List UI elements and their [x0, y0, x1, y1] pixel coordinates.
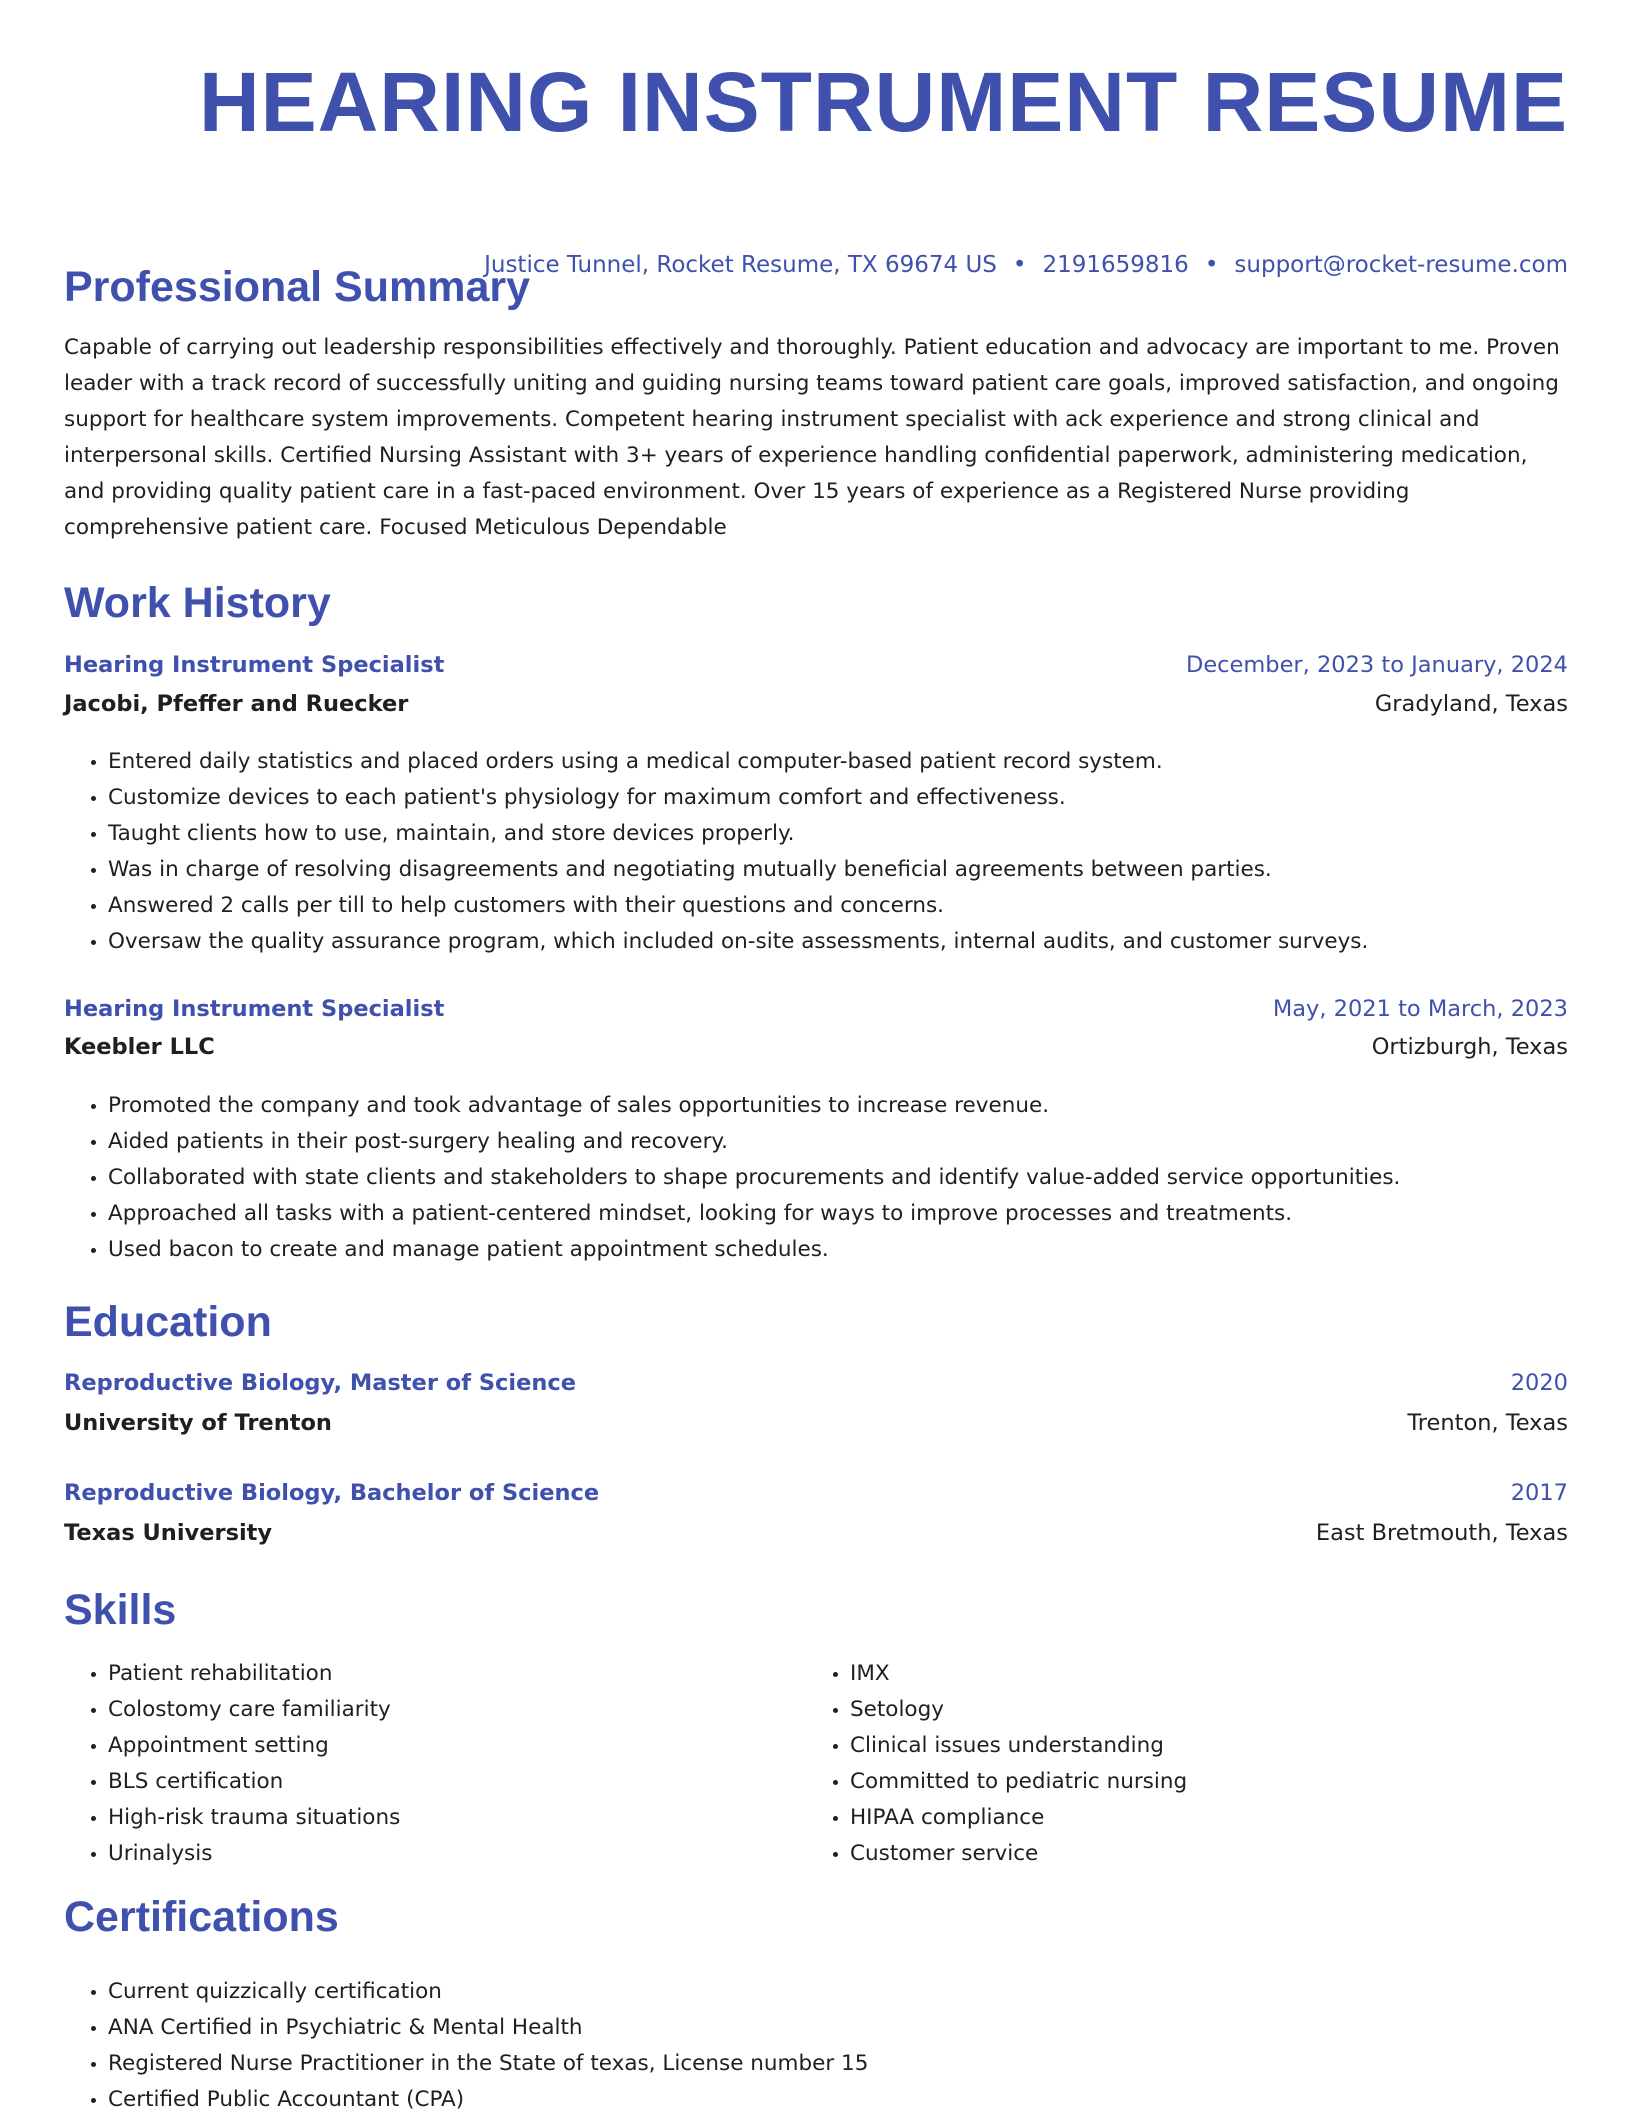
job-header — [64, 996, 1568, 1022]
job-company: Keebler LLC — [64, 1034, 215, 1060]
resume-title: HEARING INSTRUMENT RESUME — [198, 55, 1568, 149]
education-year: 2017 — [1510, 1480, 1568, 1506]
list-item: • Collaborated with state clients and stakeholders to shape procurements and identify value-added service opportunities. — [108, 1160, 1400, 1196]
section-heading-work: Work History — [64, 579, 331, 627]
list-item: • Setology — [850, 1692, 1187, 1728]
education-subheader — [64, 1520, 1568, 1546]
contact-address: Justice Tunnel, Rocket Resume, TX 69674 US — [484, 252, 997, 278]
education-header — [64, 1370, 1568, 1396]
education-subheader — [64, 1410, 1568, 1436]
education-degree: Reproductive Biology, Bachelor of Science — [64, 1480, 600, 1506]
job-dates: May, 2021 to March, 2023 — [1272, 996, 1568, 1022]
job-location: Ortizburgh, Texas — [1371, 1034, 1568, 1060]
job-subheader — [64, 1034, 1568, 1060]
job-location: Gradyland, Texas — [1374, 691, 1568, 717]
education-degree: Reproductive Biology, Master of Science — [64, 1370, 576, 1396]
education-school: Texas University — [64, 1520, 273, 1546]
list-item: • Customer service — [850, 1836, 1187, 1872]
list-item: • Clinical issues understanding — [850, 1728, 1187, 1764]
education-header — [64, 1480, 1568, 1506]
list-item: • Answered 2 calls per till to help customers with their questions and concerns. — [108, 888, 1368, 924]
list-item: • IMX — [850, 1656, 1187, 1692]
skills-list-left — [64, 1656, 400, 1872]
contact-line — [484, 252, 1568, 278]
section-heading-certifications: Certifications — [64, 1893, 339, 1941]
section-heading-summary: Professional Summary — [64, 263, 531, 311]
summary-text: Capable of carrying out leadership responsibilities effectively and thoroughly. Patient education and advocacy are important to me. Proven leader with a track record of successfully uniting and guiding nursing teams toward patient care goals, improved satisfaction, and ongoing support for healthcare system improvements. Competent hearing instrument specialist with ack experience and strong clinical and interpersonal skills. Certified Nursing Assistant with 3+ years of experience handling confidential paperwork, administering medication, and providing quality patient care in a fast-paced environment. Over 15 years of experience as a Registered Nurse providing comprehensive patient care. Focused Meticulous Dependable — [64, 335, 1560, 540]
list-item: • Entered daily statistics and placed orders using a medical computer-based patient record system. — [108, 744, 1368, 780]
job-header — [64, 652, 1568, 678]
list-item: • Promoted the company and took advantage of sales opportunities to increase revenue. — [108, 1088, 1400, 1124]
list-item: • Customize devices to each patient's physiology for maximum comfort and effectiveness. — [108, 780, 1368, 816]
education-location: East Bretmouth, Texas — [1315, 1520, 1568, 1546]
list-item: • Oversaw the quality assurance program, which included on-site assessments, internal audits, and customer surveys. — [108, 924, 1368, 960]
list-item: • Patient rehabilitation — [108, 1656, 400, 1692]
list-item: • Committed to pediatric nursing — [850, 1764, 1187, 1800]
job-subheader — [64, 691, 1568, 717]
list-item: • Used bacon to create and manage patient appointment schedules. — [108, 1232, 1400, 1268]
skills-list-right — [806, 1656, 1187, 1872]
contact-email: support@rocket-resume.com — [1234, 252, 1568, 278]
list-item: • Certified Public Accountant (CPA) — [108, 2082, 868, 2118]
job-company: Jacobi, Pfeffer and Ruecker — [64, 691, 409, 717]
list-item: • Aided patients in their post-surgery healing and recovery. — [108, 1124, 1400, 1160]
list-item: • Taught clients how to use, maintain, and store devices properly. — [108, 816, 1368, 852]
contact-phone: 2191659816 — [1042, 252, 1189, 278]
list-item: • ANA Certified in Psychiatric & Mental Health — [108, 2010, 868, 2046]
job-dates: December, 2023 to January, 2024 — [1186, 652, 1568, 678]
job-title: Hearing Instrument Specialist — [64, 652, 445, 678]
job-title: Hearing Instrument Specialist — [64, 996, 445, 1022]
certifications-list — [64, 1974, 868, 2118]
list-item: • HIPAA compliance — [850, 1800, 1187, 1836]
list-item: • BLS certification — [108, 1764, 400, 1800]
education-year: 2020 — [1510, 1370, 1568, 1396]
list-item: • Colostomy care familiarity — [108, 1692, 400, 1728]
list-item: • Urinalysis — [108, 1836, 400, 1872]
list-item: • High-risk trauma situations — [108, 1800, 400, 1836]
list-item: • Was in charge of resolving disagreements and negotiating mutually beneficial agreements between parties. — [108, 852, 1368, 888]
list-item: • Appointment setting — [108, 1728, 400, 1764]
section-heading-education: Education — [64, 1298, 272, 1346]
job-bullets — [64, 1088, 1400, 1268]
contact-separator: • — [1204, 252, 1219, 278]
contact-separator: • — [1012, 252, 1027, 278]
section-heading-skills: Skills — [64, 1586, 177, 1634]
list-item: • Registered Nurse Practitioner in the State of texas, License number 15 — [108, 2046, 868, 2082]
list-item: • Approached all tasks with a patient-centered mindset, looking for ways to improve processes and treatments. — [108, 1196, 1400, 1232]
job-bullets — [64, 744, 1368, 960]
education-school: University of Trenton — [64, 1410, 332, 1436]
list-item: • Current quizzically certification — [108, 1974, 868, 2010]
education-location: Trenton, Texas — [1407, 1410, 1568, 1436]
